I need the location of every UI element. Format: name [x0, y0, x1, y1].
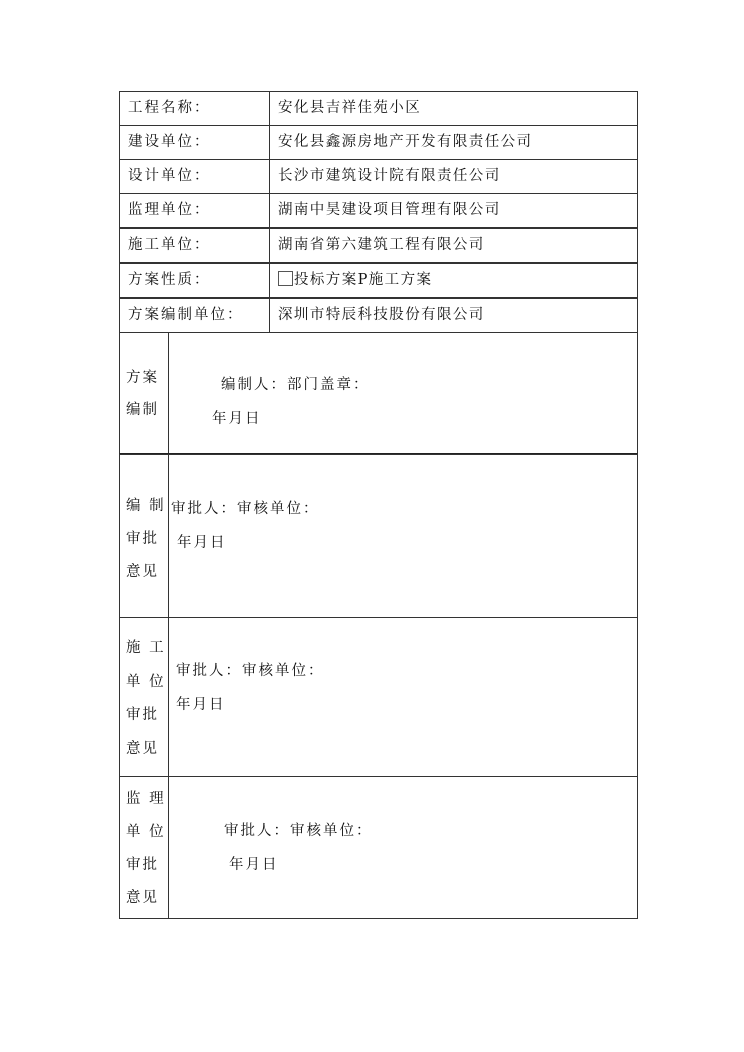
label-line: 意见 — [126, 741, 159, 757]
label-line: 单 位 — [126, 824, 166, 840]
plan-compilation-section — [119, 332, 638, 455]
contractor-unit-value: 湖南省第六建筑工程有限公司 — [278, 237, 485, 253]
approver-signature-line: 审批人：审核单位： — [171, 501, 320, 517]
compiler-signature-line: 编制人：部门盖章： — [221, 377, 370, 393]
bid-plan-checkbox[interactable] — [278, 271, 293, 286]
label-line: 审批 — [126, 707, 159, 723]
contractor-approval-date: 年月日 — [176, 697, 226, 713]
supervision-approval-section — [119, 776, 638, 919]
label-line: 编 制 — [126, 498, 166, 514]
contractor-unit-row — [119, 228, 638, 263]
project-name-label: 工程名称： — [120, 92, 270, 125]
supervision-unit-row — [119, 193, 638, 228]
project-name-row — [119, 91, 638, 126]
bid-plan-option: 投标方案 — [294, 272, 358, 288]
supervision-unit-value: 湖南中昊建设项目管理有限公司 — [278, 202, 501, 218]
design-unit-label: 设计单位： — [120, 160, 270, 193]
supervision-unit-label: 监理单位： — [120, 194, 270, 227]
design-unit-row — [119, 159, 638, 194]
compilation-approval-section — [119, 454, 638, 618]
approval-form — [119, 91, 638, 919]
plan-author-unit-value: 深圳市特辰科技股份有限公司 — [278, 307, 485, 323]
plan-nature-value — [270, 264, 637, 297]
construction-plan-option: P施工方案 — [357, 272, 433, 288]
plan-author-unit-label: 方案编制单位： — [120, 299, 270, 332]
supervision-approval-label — [120, 777, 169, 918]
label-line: 审批 — [126, 857, 159, 873]
compilation-date: 年月日 — [212, 411, 262, 427]
plan-nature-row — [119, 263, 638, 298]
label-line: 编制 — [126, 402, 159, 418]
approval-date: 年月日 — [177, 535, 227, 551]
label-line: 意见 — [126, 564, 159, 580]
supervision-approval-date: 年月日 — [229, 857, 279, 873]
label-line: 监 理 — [126, 791, 166, 807]
label-line: 方案 — [126, 370, 159, 386]
construction-unit-value: 安化县鑫源房地产开发有限责任公司 — [278, 134, 533, 150]
label-line: 单 位 — [126, 674, 166, 690]
label-line: 意见 — [126, 890, 159, 906]
design-unit-value: 长沙市建筑设计院有限责任公司 — [278, 168, 501, 184]
plan-author-unit-row — [119, 298, 638, 333]
contractor-approval-section — [119, 617, 638, 777]
label-line: 施 工 — [126, 640, 166, 656]
project-name-value: 安化县吉祥佳苑小区 — [278, 100, 422, 116]
supervisor-signature-line: 审批人：审核单位： — [224, 823, 373, 839]
construction-unit-row — [119, 125, 638, 160]
plan-nature-label: 方案性质： — [120, 264, 270, 297]
contractor-approval-label — [120, 618, 169, 776]
plan-compilation-label — [120, 333, 169, 453]
construction-unit-label: 建设单位： — [120, 126, 270, 159]
contractor-unit-label: 施工单位： — [120, 229, 270, 262]
compilation-approval-label — [120, 455, 169, 617]
contractor-approver-signature-line: 审批人：审核单位： — [176, 663, 325, 679]
label-line: 审批 — [126, 531, 159, 547]
